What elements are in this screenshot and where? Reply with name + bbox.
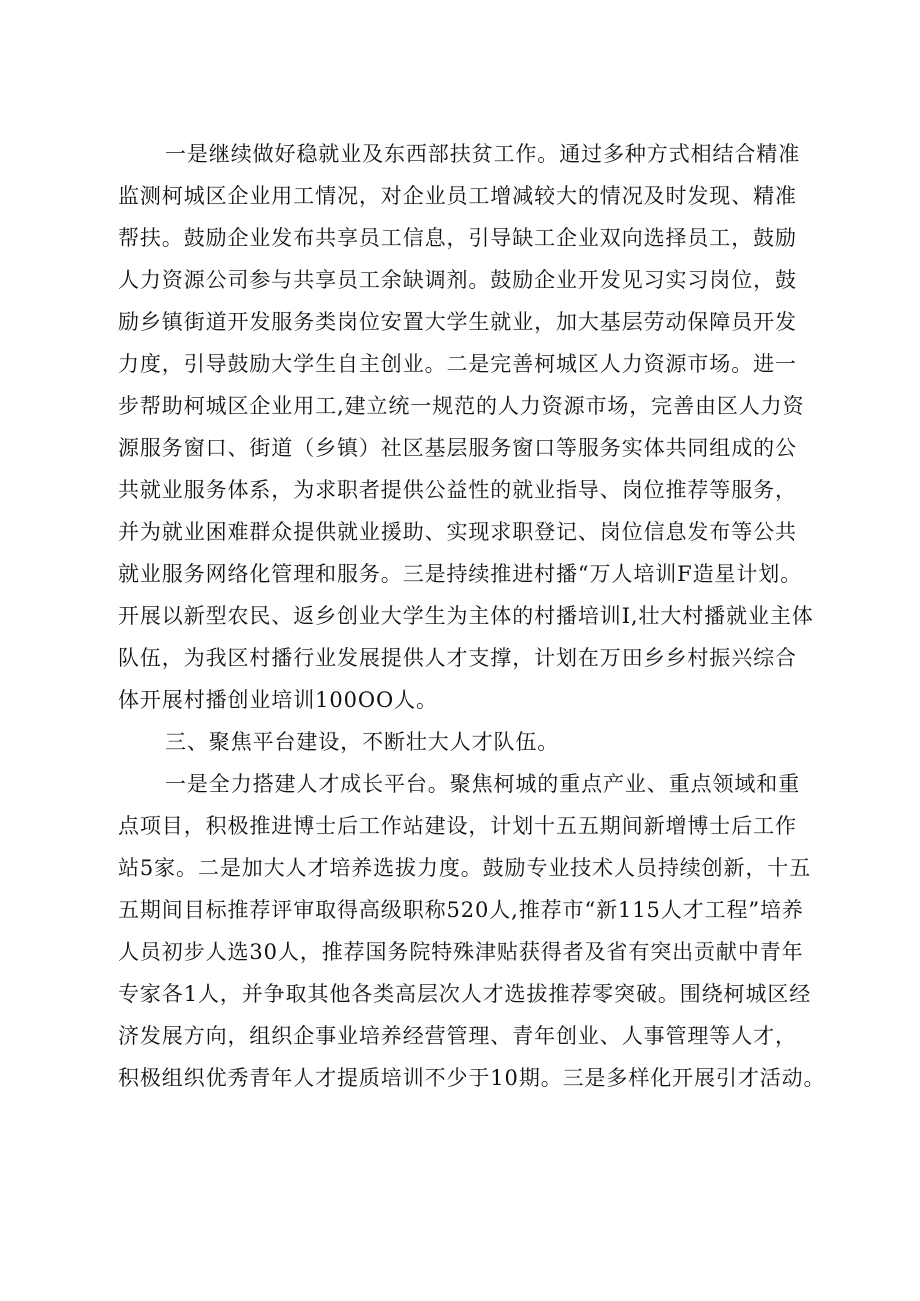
section-heading — [118, 721, 818, 763]
text-line: 就业服务网络化管理和服务。三是持续推进村播“万人培训F造星计划。 — [118, 562, 803, 586]
text-line: 五期间目标推荐评审取得高级职称520人,推荐市“新115人才工程”培养 — [118, 898, 804, 922]
text-line: 一是继续做好稳就业及东西部扶贫工作。通过多种方式相结合精准 — [165, 142, 801, 166]
text-line: 励乡镇街道开发服务类岗位安置大学生就业，加大基层劳动保障员开发 — [118, 310, 797, 334]
text-line: 队伍，为我区村播行业发展提供人才支撑，计划在万田乡乡村振兴综合 — [118, 646, 797, 670]
text-line: 一是全力搭建人才成长平台。聚焦柯城的重点产业、重点领域和重 — [165, 772, 801, 796]
text-line: 专家各1人，并争取其他各类高层次人才选拔推荐零突破。围绕柯城区经 — [118, 982, 812, 1006]
paragraph-employment — [118, 133, 818, 721]
text-line: 开展以新型农民、返乡创业大学生为主体的村播培训I,壮大村播就业主体 — [118, 604, 814, 628]
text-line: 人力资源公司参与共享员工余缺调剂。鼓励企业开发见习实习岗位，鼓 — [118, 268, 797, 292]
text-line: 共就业服务体系，为求职者提供公益性的就业指导、岗位推荐等服务， — [118, 478, 797, 502]
text-line: 人员初步人选30人，推荐国务院特殊津贴获得者及省有突出贡献中青年 — [118, 940, 804, 964]
text-line: 济发展方向，组织企事业培养经营管理、青年创业、人事管理等人才， — [118, 1024, 797, 1048]
section-heading-text: 三、聚焦平台建设，不断壮大人才队伍。 — [165, 730, 560, 754]
text-line: 监测柯城区企业用工情况，对企业员工增减较大的情况及时发现、精准 — [118, 184, 797, 208]
text-line: 积极组织优秀青年人才提质培训不少于10期。三是多样化开展引才活动。 — [118, 1066, 826, 1090]
text-line: 步帮助柯城区企业用工,建立统一规范的人力资源市场，完善由区人力资 — [118, 394, 805, 418]
text-line: 帮扶。鼓励企业发布共享员工信息，引导缺工企业双向选择员工，鼓励 — [118, 226, 797, 250]
text-line: 点项目，积极推进博士后工作站建设，计划十五五期间新增博士后工作 — [118, 814, 797, 838]
text-line: 源服务窗口、街道（乡镇）社区基层服务窗口等服务实体共同组成的公 — [118, 436, 797, 460]
document-body — [118, 133, 826, 1099]
text-line: 并为就业困难群众提供就业援助、实现求职登记、岗位信息发布等公共 — [118, 520, 797, 544]
text-line: 体开展村播创业培训100OO人。 — [118, 688, 438, 712]
paragraph-talent — [118, 763, 826, 1099]
text-line: 力度，引导鼓励大学生自主创业。二是完善柯城区人力资源市场。进一 — [118, 352, 797, 376]
text-line: 站5家。二是加大人才培养选拔力度。鼓励专业技术人员持续创新，十五 — [118, 856, 812, 880]
